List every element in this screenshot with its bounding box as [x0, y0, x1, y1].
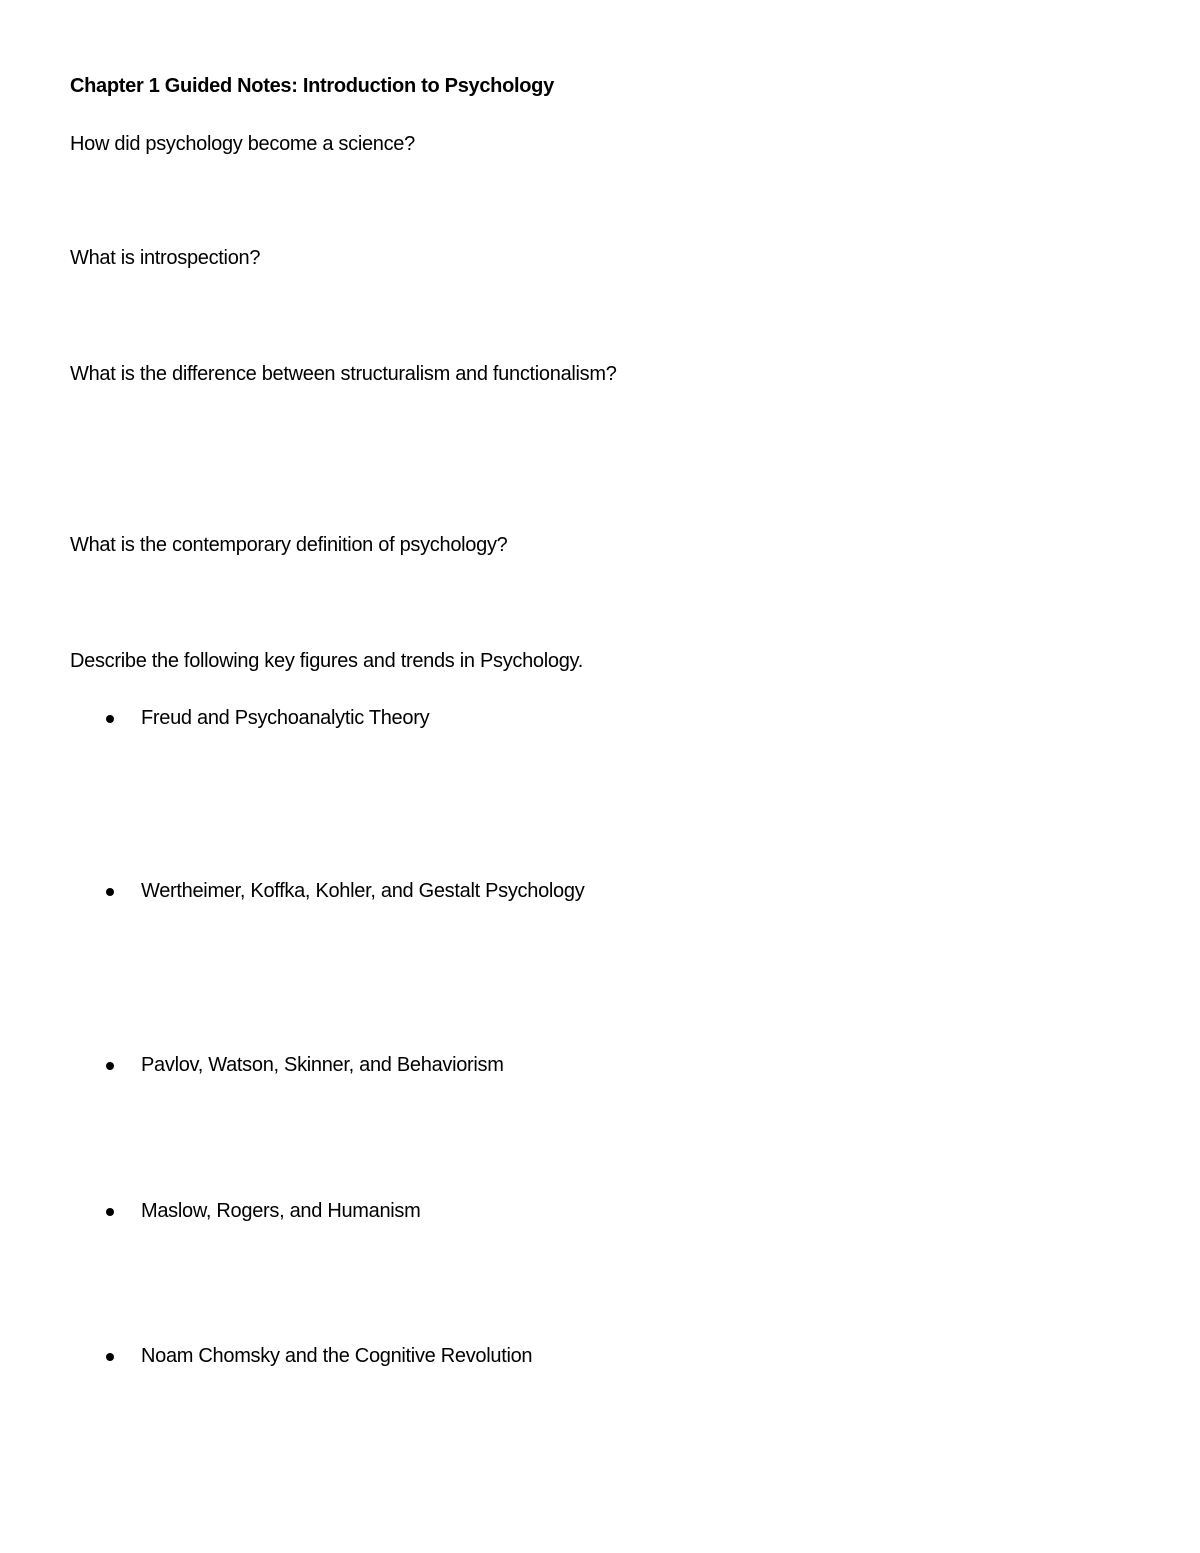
list-item-text: Wertheimer, Koffka, Kohler, and Gestalt Psychology: [141, 880, 585, 902]
bullet-icon: [106, 1353, 114, 1361]
bullet-icon: [106, 1208, 114, 1216]
bullet-icon: [106, 715, 114, 723]
question-introspection: What is introspection?: [70, 247, 261, 269]
question-contemporary-definition: What is the contemporary definition of psychology?: [70, 534, 508, 556]
bullet-icon: [106, 1062, 114, 1070]
list-item-text: Noam Chomsky and the Cognitive Revolution: [141, 1345, 533, 1367]
question-science: How did psychology become a science?: [70, 133, 415, 155]
list-item-text: Maslow, Rogers, and Humanism: [141, 1200, 421, 1222]
document-title: Chapter 1 Guided Notes: Introduction to Psychology: [70, 75, 554, 97]
list-item-text: Freud and Psychoanalytic Theory: [141, 707, 430, 729]
question-structuralism-functionalism: What is the difference between structuralism and functionalism?: [70, 363, 617, 385]
key-figures-prompt: Describe the following key figures and trends in Psychology.: [70, 650, 584, 672]
bullet-icon: [106, 888, 114, 896]
list-item-text: Pavlov, Watson, Skinner, and Behaviorism: [141, 1054, 504, 1076]
